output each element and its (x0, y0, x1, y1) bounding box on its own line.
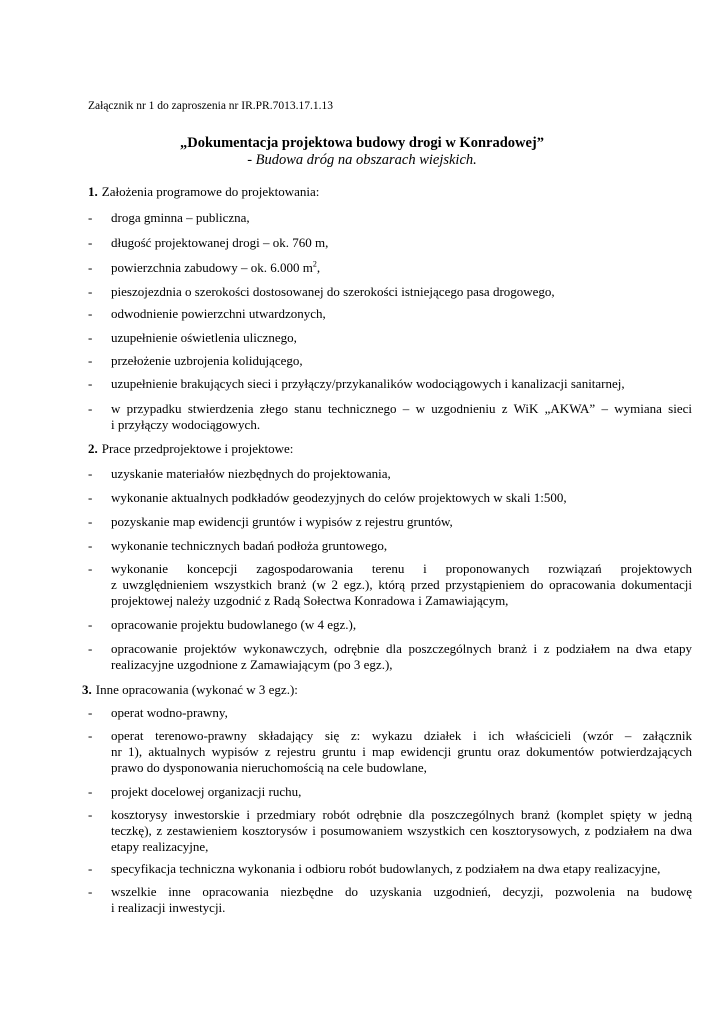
section-1-heading (88, 184, 319, 200)
section-number: 2. (88, 441, 98, 456)
section-title: Prace przedprojektowe i projektowe: (101, 441, 294, 456)
section-title: Inne opracowania (wykonać w 3 egz.): (95, 682, 298, 697)
section-title: Założenia programowe do projektowania: (101, 184, 320, 199)
section-number: 1. (88, 184, 98, 199)
section-2-heading (88, 441, 293, 457)
document-title: „Dokumentacja projektowa budowy drogi w Konradowej” (180, 135, 544, 151)
document-page: Załącznik nr 1 do zaproszenia nr IR.PR.7013.17.1.13 „Dokumentacja projektowa budowy drogi w Konradowej” - Budowa dróg na obszarach wiejskich. 1. Założenia programowe do projektowania: - droga gminna – publiczna, - długość projektowanej drogi – ok. 760 m, - powierzchnia zabudowy – ok. 6.000 $m^2$, - pieszojezdnia o szerokości dostosowanej do szerokości istniejącego pasa drogowego, - odwodnienie powierzchni utwardzonych, - uzupełnienie oświetlenia ulicznego, - przełożenie uzbrojenia kolidującego, - uzupełnienie brakujących sieci i przyłączy/przykanalików wodociągowych i kanalizacji sanitarnej, - w przypadku stwierdzenia złego stanu technicznego – w uzgodnieniu z WiK „AKWA” – wymiana sieci i przyłączy wodociągowych. 2. Prace przedprojektowe i projektowe: - uzyskanie materiałów niezbędnych do projektowania, - wykonanie aktualnych podkładów geodezyjnych do celów projektowych w skali 1:500, - pozyskanie map ewidencji gruntów i wypisów z rejestru gruntów, - wykonanie technicznych badań podłoża gruntowego, - wykonanie koncepcji zagospodarowania terenu i proponowanych rozwiązań projektowych z uwzględnieniem wszystkich branż (w 2 egz.), którą przed przystąpieniem do opracowania dokumentacji projektowej należy uzgodnić z Radą Sołectwa Konradowa i Zamawiającym, - opracowanie projektu budowlanego (w 4 egz.), - opracowanie projektów wykonawczych, odrębnie dla poszczególnych branż i z podziałem na dwa etapy realizacyjne uzgodnione z Zamawiającym (po 3 egz.), 3. Inne opracowania (wykonać w 3 egz.): - operat wodno-prawny, - operat terenowo-prawny składający się z: wykazu działek i ich właścicieli (wzór – załącznik nr 1), aktualnych wypisów z rejestru gruntu i map ewidencji gruntu oraz dokumentów potwierdzających prawo do dysponowania nieruchomością na cele budowlane, - projekt docelowej organizacji ruchu, - kosztorysy inwestorskie i przedmiary robót odrębnie dla poszczególnych branż (komplet spięty w jedną teczkę), z zestawieniem kosztorysów i posumowaniem wszystkich cen kosztorysowych, z podziałem na dwa etapy realizacyjne, - specyfikacja techniczna wykonania i odbioru robót budowlanych, z podziałem na dwa etapy realizacyjne, - wszelkie inne opracowania niezbędne do uzyskania uzgodnień, decyzji, pozwolenia na budowę i realizacji inwestycji. (0, 0, 724, 1024)
reference-line: Załącznik nr 1 do zaproszenia nr IR.PR.7013.17.1.13 (88, 100, 333, 112)
section-3-heading (82, 682, 298, 698)
document-subtitle: - Budowa dróg na obszarach wiejskich. (247, 152, 477, 168)
superscript: 2 (312, 259, 317, 269)
section-number: 3. (82, 682, 92, 697)
